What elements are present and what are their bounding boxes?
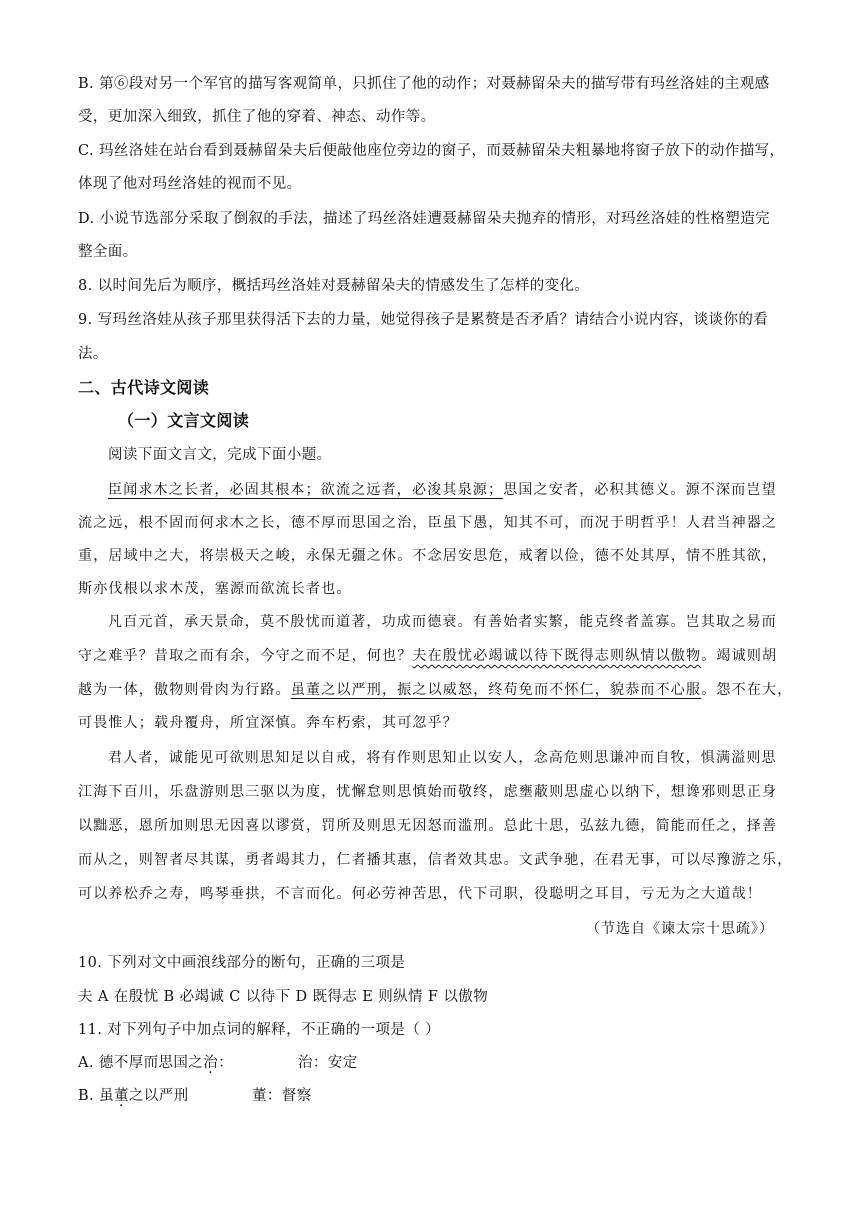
question-10-options: 夫 A 在殷忧 B 必竭诚 C 以待下 D 既得志 E 则纵情 F 以傲物 <box>78 989 489 1005</box>
dotted-word: 治 <box>203 1055 219 1071</box>
passage-p2-line3 <box>78 680 792 700</box>
passage-p3-line2: 江海下百川，乐盘游则思三驱以为度，忧懈怠则思慎始而敬终，虑壅蔽则思虚心以纳下，想谗邪则思正身 <box>78 784 778 800</box>
option-b-gloss: 董：督察 <box>252 1088 312 1104</box>
q7-option-d-line1: D. 小说节选部分采取了倒叙的手法，描述了玛丝洛娃遭聂赫留朵夫抛弃的情形，对玛丝洛娃的性格塑造完 <box>78 211 771 227</box>
reading-instruction: 阅读下面文言文，完成下面小题。 <box>108 447 332 463</box>
option-a-sentence: A. 德不厚而思国之 <box>78 1055 204 1071</box>
question-9-line1: 9. 写玛丝洛娃从孩子那里获得活下去的力量，她觉得孩子是累赘是否矛盾？请结合小说内容，谈谈你的看 <box>78 312 769 328</box>
passage-text: 守之难乎？昔取之而有余，今守之而不足，何也？ <box>78 648 413 664</box>
question-11-option-a <box>78 1053 358 1073</box>
option-b-sentence-rest: 之以严刑 <box>128 1088 189 1104</box>
underlined-sentence-1: 臣闻求木之长者，必固其根本；欲流之远者，必浚其泉源； <box>108 482 504 498</box>
passage-p1-line2: 流之远，根不固而何求木之长，德不厚而思国之治，臣虽下愚，知其不可，而况于明哲乎！人君当神器之 <box>78 515 778 531</box>
q7-option-c-line1: C. 玛丝洛娃在站台看到聂赫留朵夫后便敲他座位旁边的窗子，而聂赫留朵夫粗暴地将窗子放下的动作描写， <box>78 143 785 159</box>
passage-text: 越为一体，傲物则骨肉为行路。 <box>78 682 291 698</box>
punctuation: ： <box>218 1055 234 1071</box>
passage-source: （节选自《谏太宗十思疏》） <box>586 921 774 937</box>
passage-p3-line1: 君人者，诚能见可欲则思知足以自戒，将有作则思知止以安人，念高危则思谦冲而自牧，惧满溢则思 <box>108 750 777 766</box>
question-8: 8. 以时间先后为顺序，概括玛丝洛娃对聂赫留朵夫的情感发生了怎样的变化。 <box>78 278 590 294</box>
question-10-stem: 10. 下列对文中画浪线部分的断句，正确的三项是 <box>78 955 406 971</box>
passage-p1-line4: 斯亦伐根以求木茂，塞源而欲流长者也。 <box>78 581 352 597</box>
passage-p1-line3: 重，居域中之大，将崇极天之峻，永保无疆之休。不念居安思危，戒奢以俭，德不处其厚，情不胜其欲， <box>78 548 778 564</box>
passage-p3-line3: 以黜恶，恩所加则思无因喜以谬赏，罚所及则思无因怒而滥刑。总此十思，弘兹九德，简能而任之，择善 <box>78 818 778 834</box>
question-9-line2: 法。 <box>78 346 108 362</box>
dotted-word: 董 <box>113 1088 129 1104</box>
question-11-stem: 11. 对下列句子中加点词的解释，不正确的一项是（ ） <box>78 1022 441 1038</box>
q7-option-c-line2: 体现了他对玛丝洛娃的视而不见。 <box>78 176 302 192</box>
section-title: 二、古代诗文阅读 <box>78 378 210 397</box>
q7-option-d-line2: 整全面。 <box>78 244 138 260</box>
passage-p3-line5: 可以养松乔之寿，鸣琴垂拱，不言而化。何必劳神苦思，代下司职，役聪明之耳目，亏无为之大道哉！ <box>78 886 762 902</box>
passage-p2-line1: 凡百元首，承天景命，莫不殷忧而道著，功成而德衰。有善始者实繁，能克终者盖寡。岂其取之易而 <box>108 614 777 630</box>
option-b-sentence: B. 虽 <box>78 1088 114 1104</box>
passage-p3-line4: 而从之，则智者尽其谋，勇者竭其力，仁者播其惠，信者效其忠。文武争驰，在君无事，可以尽豫游之乐， <box>78 852 793 868</box>
option-a-gloss: 治：安定 <box>298 1055 358 1071</box>
wavy-underlined-sentence: 夫在殷忧必竭诚以待下既得志则纵情以傲物 <box>412 648 702 664</box>
passage-text: 。竭诚则胡 <box>701 648 778 664</box>
underlined-sentence-2: 虽董之以严刑，振之以威怒，终苟免而不怀仁，貌恭而不心服 <box>290 682 702 698</box>
passage-text: 思国之安者，必积其德义。源不深而岂望 <box>503 482 777 498</box>
subsection-title: （一）文言文阅读 <box>118 411 250 430</box>
question-11-option-b <box>78 1086 312 1106</box>
q7-option-b-line2: 受，更加深入细致，抓住了他的穿着、神态、动作等。 <box>78 109 436 125</box>
passage-text: 。怨不在大， <box>701 682 793 698</box>
passage-p2-line4: 可畏惟人；载舟覆舟，所宜深慎。奔车朽索，其可忽乎？ <box>78 715 458 731</box>
q7-option-b-line1: B. 第⑥段对另一个军官的描写客观简单，只抓住了他的动作；对聂赫留朵夫的描写带有玛丝洛娃的主观感 <box>78 76 770 92</box>
passage-p1-line1 <box>108 480 777 500</box>
passage-p2-line2 <box>78 646 777 666</box>
